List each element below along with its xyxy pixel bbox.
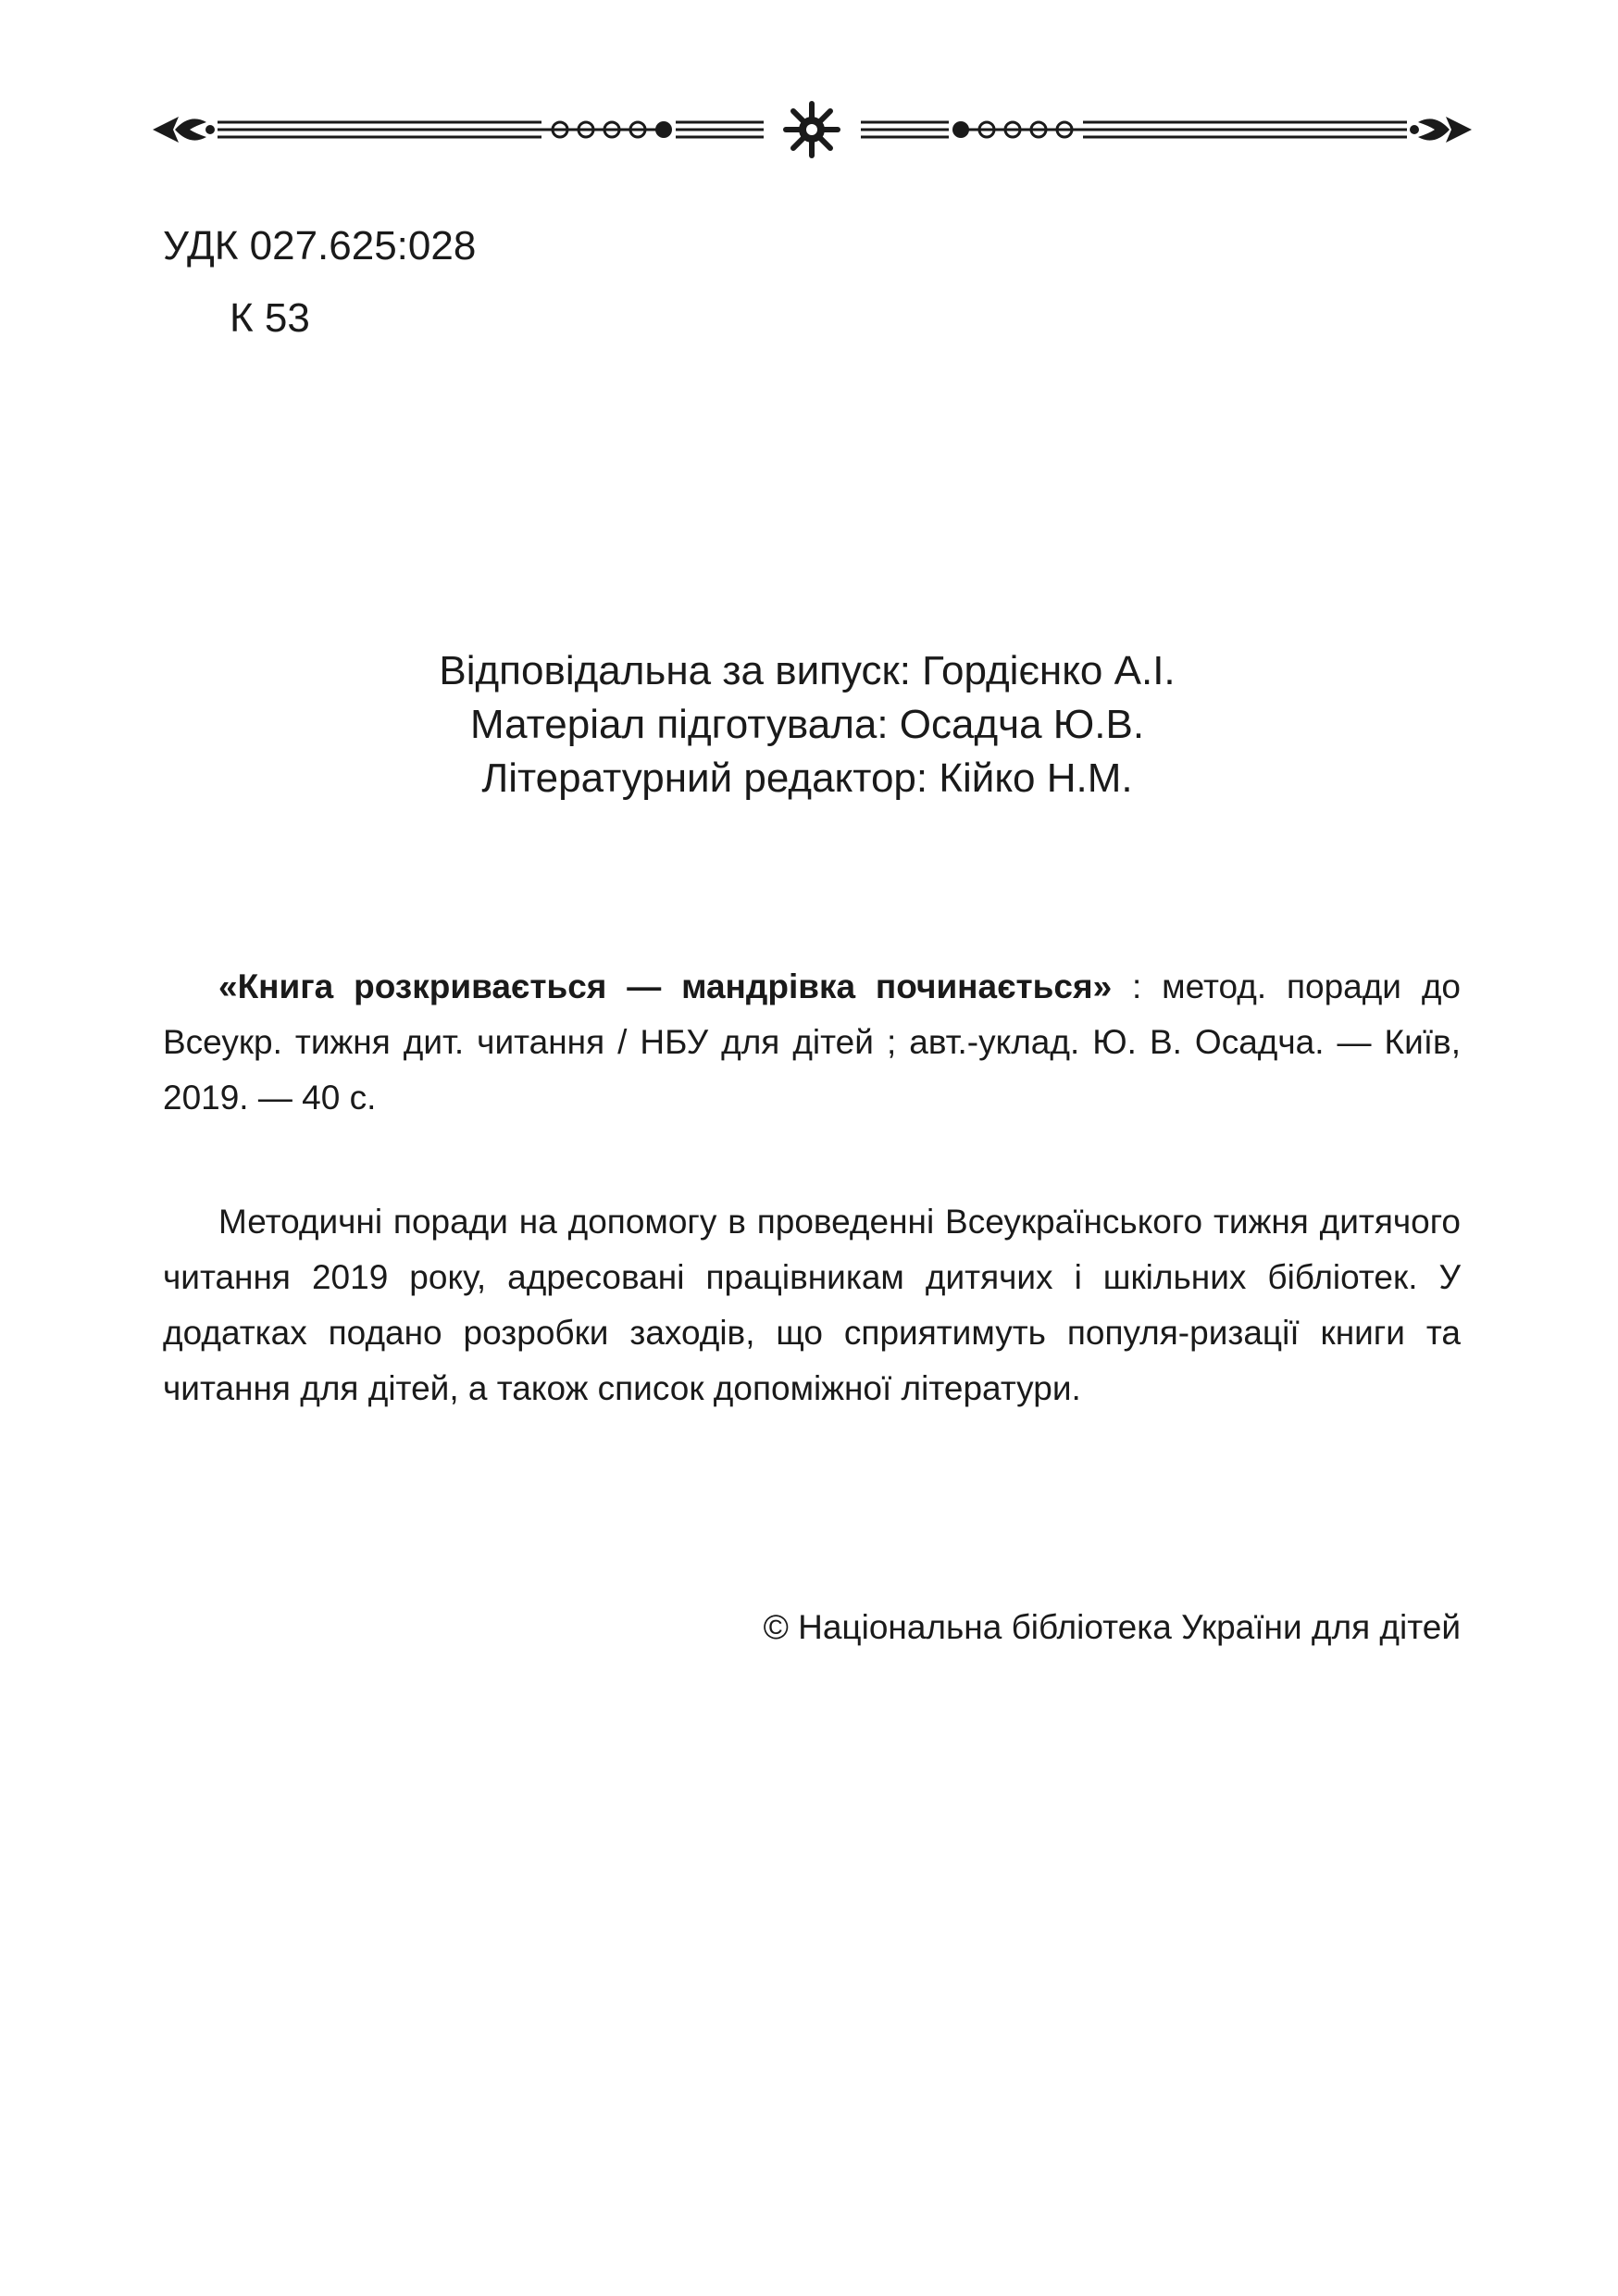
credits-block bbox=[278, 644, 1337, 805]
copyright-notice: © Національна бібліотека України для дітей bbox=[763, 1608, 1461, 1646]
bibliographic-description bbox=[163, 959, 1461, 1126]
decorative-border-ornament-icon bbox=[153, 100, 1472, 159]
annotation-text: Методичні поради на допомогу в проведенні Всеукраїнського тижня дитячого читання 2019 року, адресовані працівникам дитячих і шкільних бібліотек. У додатках подано розробки заходів, що сприятимуть популя-ризації книги та читання для дітей, а також список допоміжної літератури. bbox=[163, 1203, 1461, 1407]
udk-code: УДК 027.625:028 bbox=[163, 223, 477, 268]
credit-responsible: Відповідальна за випуск: Гордієнко А.І. bbox=[439, 648, 1176, 693]
credit-editor: Літературний редактор: Кійко Н.М. bbox=[481, 755, 1133, 801]
book-title: «Книга розкривається — мандрівка починається» bbox=[218, 967, 1113, 1005]
author-mark: К 53 bbox=[230, 295, 310, 341]
credit-prepared: Матеріал підготувала: Осадча Ю.В. bbox=[469, 702, 1145, 747]
bibliographic-details: : метод. поради до Всеукр. тижня дит. читання / НБУ для дітей ; авт.-уклад. Ю. В. Осадча. — Київ, 2019. — 40 с. bbox=[163, 967, 1461, 1117]
